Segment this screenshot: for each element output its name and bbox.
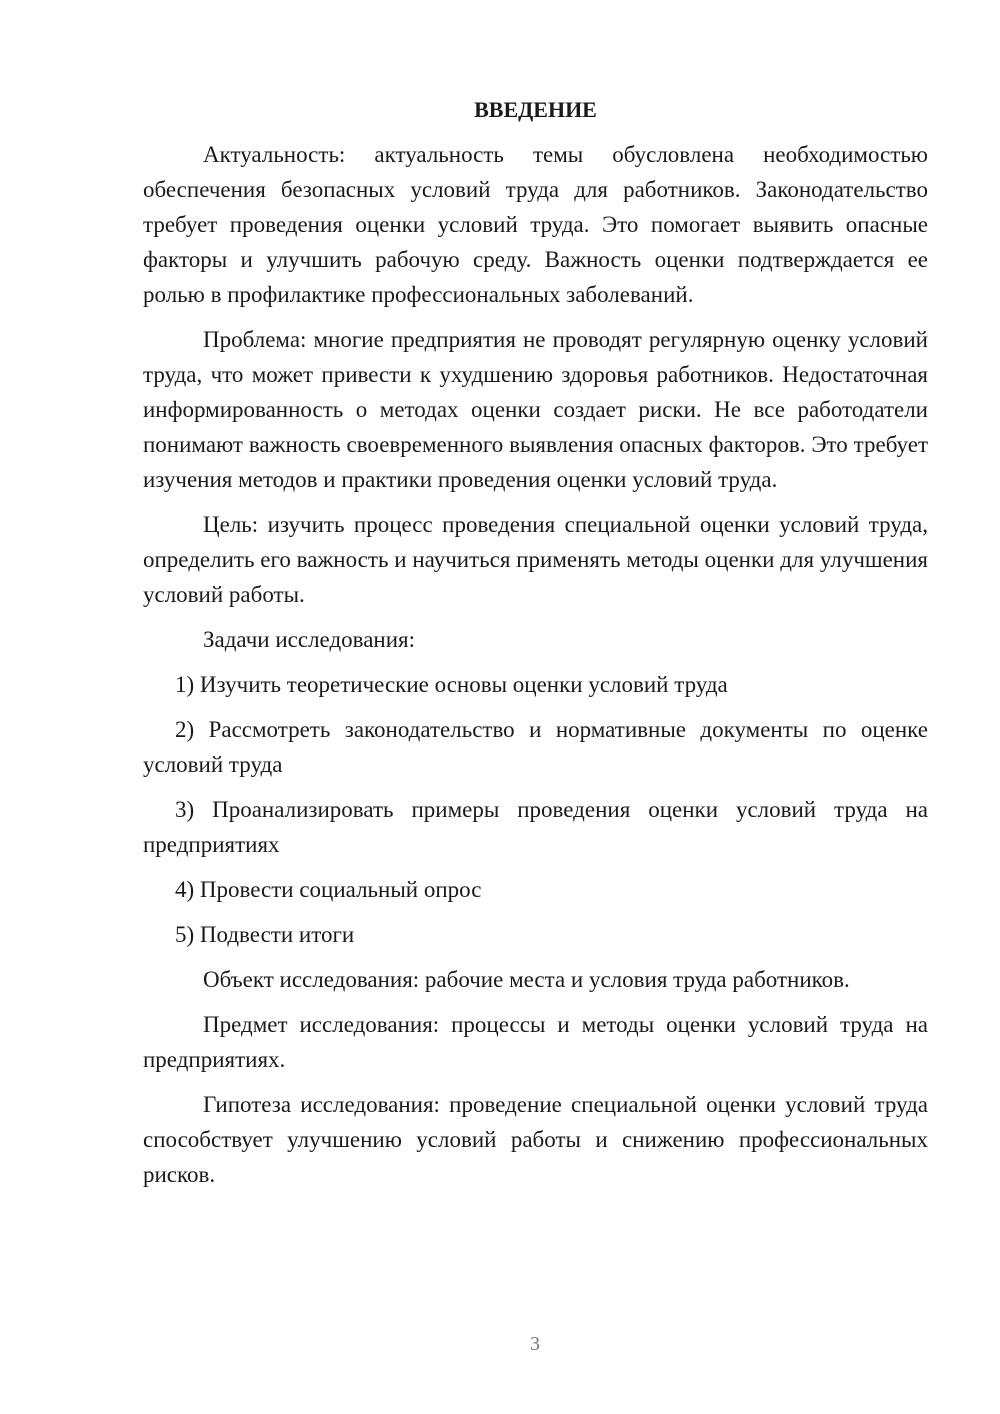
- object-paragraph: Объект исследования: рабочие места и условия труда работников.: [203, 967, 850, 992]
- task-item: 3) Проанализировать примеры проведения оценки условий труда на предприятиях: [143, 797, 928, 857]
- relevance-paragraph: Актуальность: актуальность темы обусловлена необходимостью обеспечения безопасных условий труда для работников. Законодательство требует проведения оценки условий труда. Это помогает выявить опасные факторы и улучшить рабочую среду. Важность оценки подтверждается ее ролью в профилактике профессиональных заболеваний.: [143, 142, 928, 307]
- subject-paragraph: Предмет исследования: процессы и методы оценки условий труда на предприятиях.: [143, 1012, 928, 1072]
- page-content: [143, 92, 928, 1202]
- task-item: 4) Провести социальный опрос: [175, 877, 482, 902]
- problem-paragraph: Проблема: многие предприятия не проводят регулярную оценку условий труда, что может привести к ухудшению здоровья работников. Недостаточная информированность о методах оценки создает риски. Не все работодатели понимают важность своевременного выявления опасных факторов. Это требует изучения методов и практики проведения оценки условий труда.: [143, 327, 928, 492]
- tasks-heading: Задачи исследования:: [203, 627, 416, 652]
- task-item: 5) Подвести итоги: [175, 922, 355, 947]
- section-title: ВВЕДЕНИЕ: [474, 97, 597, 122]
- goal-paragraph: Цель: изучить процесс проведения специальной оценки условий труда, определить его важность и научиться применять методы оценки для улучшения условий работы.: [143, 512, 928, 607]
- task-item: 1) Изучить теоретические основы оценки условий труда: [175, 672, 728, 697]
- hypothesis-paragraph: Гипотеза исследования: проведение специальной оценки условий труда способствует улучшению условий работы и снижению профессиональных рисков.: [143, 1092, 928, 1187]
- task-item: 2) Рассмотреть законодательство и нормативные документы по оценке условий труда: [143, 717, 928, 777]
- page-number: 3: [530, 1333, 540, 1355]
